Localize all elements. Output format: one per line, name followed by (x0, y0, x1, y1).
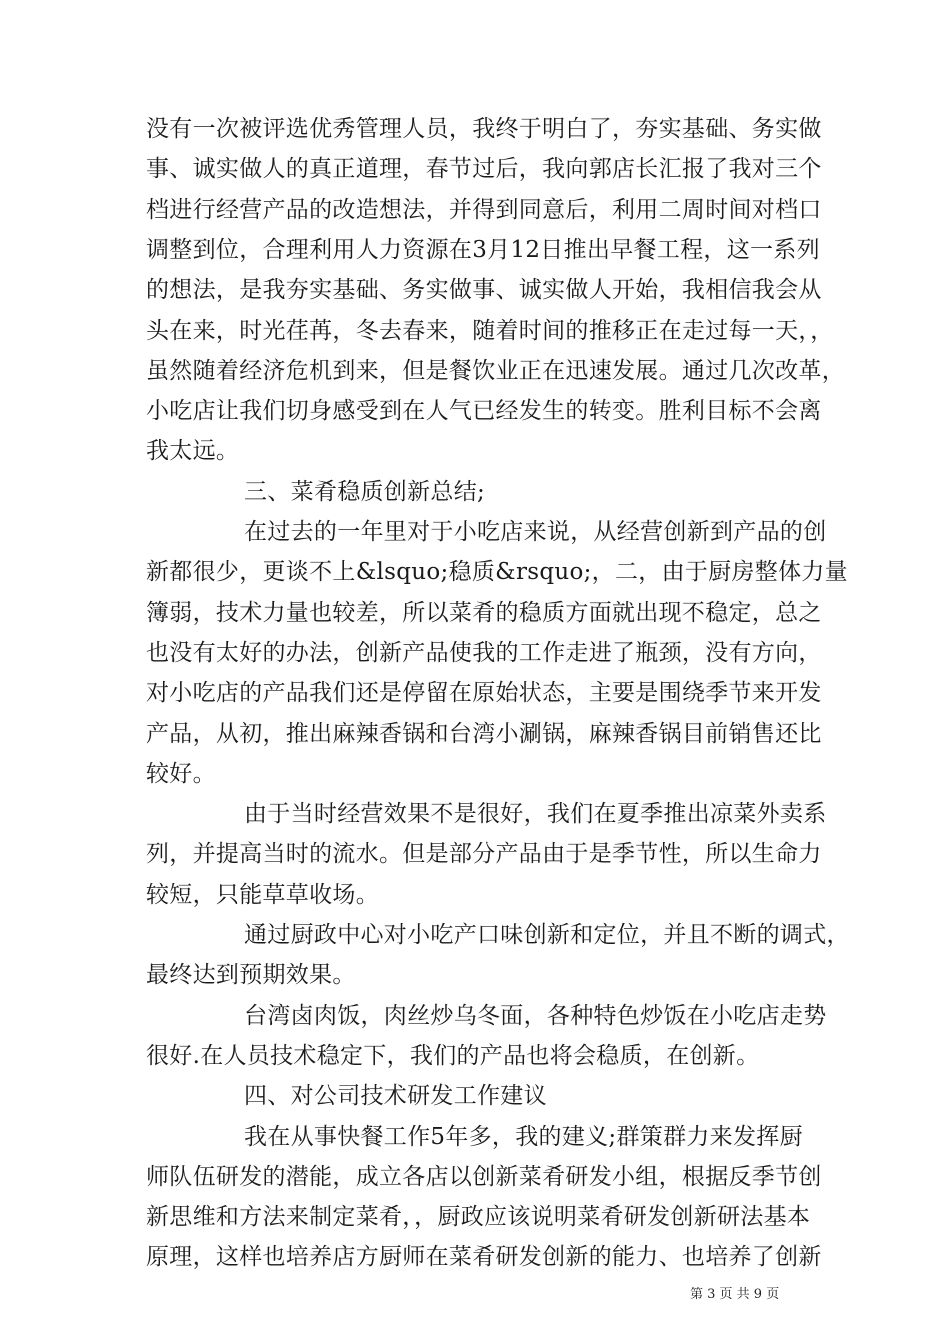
text-line: 事、诚实做人的真正道理，春节过后，我向郭店长汇报了我对三个 (146, 156, 822, 183)
text-line: 调整到位，合理利用人力资源在3月12日推出早餐工程，这一系列 (146, 236, 820, 263)
text-line: 头在来，时光荏苒，冬去春来，随着时间的推移正在走过每一天，， (146, 317, 834, 344)
text-line: 最终达到预期效果。 (146, 962, 356, 989)
text-line: 台湾卤肉饭，肉丝炒乌冬面，各种特色炒饭在小吃店走势 (244, 1002, 827, 1029)
text-line: 产品，从初，推出麻辣香锅和台湾小涮锅，麻辣香锅目前销售还比 (146, 720, 822, 747)
text-line: 档进行经营产品的改造想法，并得到同意后，利用二周时间对档口 (146, 196, 822, 223)
text-line: 没有一次被评选优秀管理人员，我终于明白了，夯实基础、务实做 (146, 116, 822, 142)
text-line: 由于当时经营效果不是很好，我们在夏季推出凉菜外卖系 (244, 801, 827, 828)
text-line: 通过厨政中心对小吃产口味创新和定位，并且不断的调式， (244, 922, 850, 948)
text-line: 对小吃店的产品我们还是停留在原始状态，主要是围绕季节来开发 (146, 680, 822, 707)
text-line: 较好。 (146, 760, 216, 787)
text-line: 簿弱，技术力量也较差，所以菜肴的稳质方面就出现不稳定，总之 (146, 599, 822, 626)
text-line: 虽然随着经济危机到来，但是餐饮业正在迅速发展。通过几次改革， (146, 357, 845, 384)
section-heading: 三、菜肴稳质创新总结; (244, 478, 486, 505)
text-line: 新思维和方法来制定菜肴，，厨政应该说明菜肴研发创新研法基本 (146, 1204, 811, 1231)
section-heading: 四、对公司技术研发工作建议 (244, 1083, 547, 1110)
text-line: 小吃店让我们切身感受到在人气已经发生的转变。胜利目标不会离 (146, 398, 822, 425)
text-line: 师队伍研发的潜能，成立各店以创新菜肴研发小组，根据反季节创 (146, 1163, 822, 1190)
text-line: 原理，这样也培养店方厨师在菜肴研发创新的能力、也培养了创新 (146, 1244, 822, 1271)
text-line: 我在从事快餐工作5年多，我的建义;群策群力来发挥厨 (244, 1123, 803, 1150)
page-number: 第 3 页 共 9 页 (690, 1286, 780, 1302)
text-line: 我太远。 (146, 438, 240, 465)
text-line: 列，并提高当时的流水。但是部分产品由于是季节性，所以生命力 (146, 841, 822, 868)
text-line: 的想法，是我夯实基础、务实做事、诚实做人开始，我相信我会从 (146, 277, 822, 304)
text-line: 较短，只能草草收场。 (146, 881, 379, 908)
text-line: 也没有太好的办法，创新产品使我的工作走进了瓶颈，没有方向， (146, 639, 822, 666)
text-line: 很好.在人员技术稳定下，我们的产品也将会稳质，在创新。 (146, 1042, 760, 1069)
text-line: 新都很少，更谈不上&lsquo;稳质&rsquo;，二，由于厨房整体力量 (146, 559, 848, 586)
text-line: 在过去的一年里对于小吃店来说，从经营创新到产品的创 (244, 519, 827, 545)
